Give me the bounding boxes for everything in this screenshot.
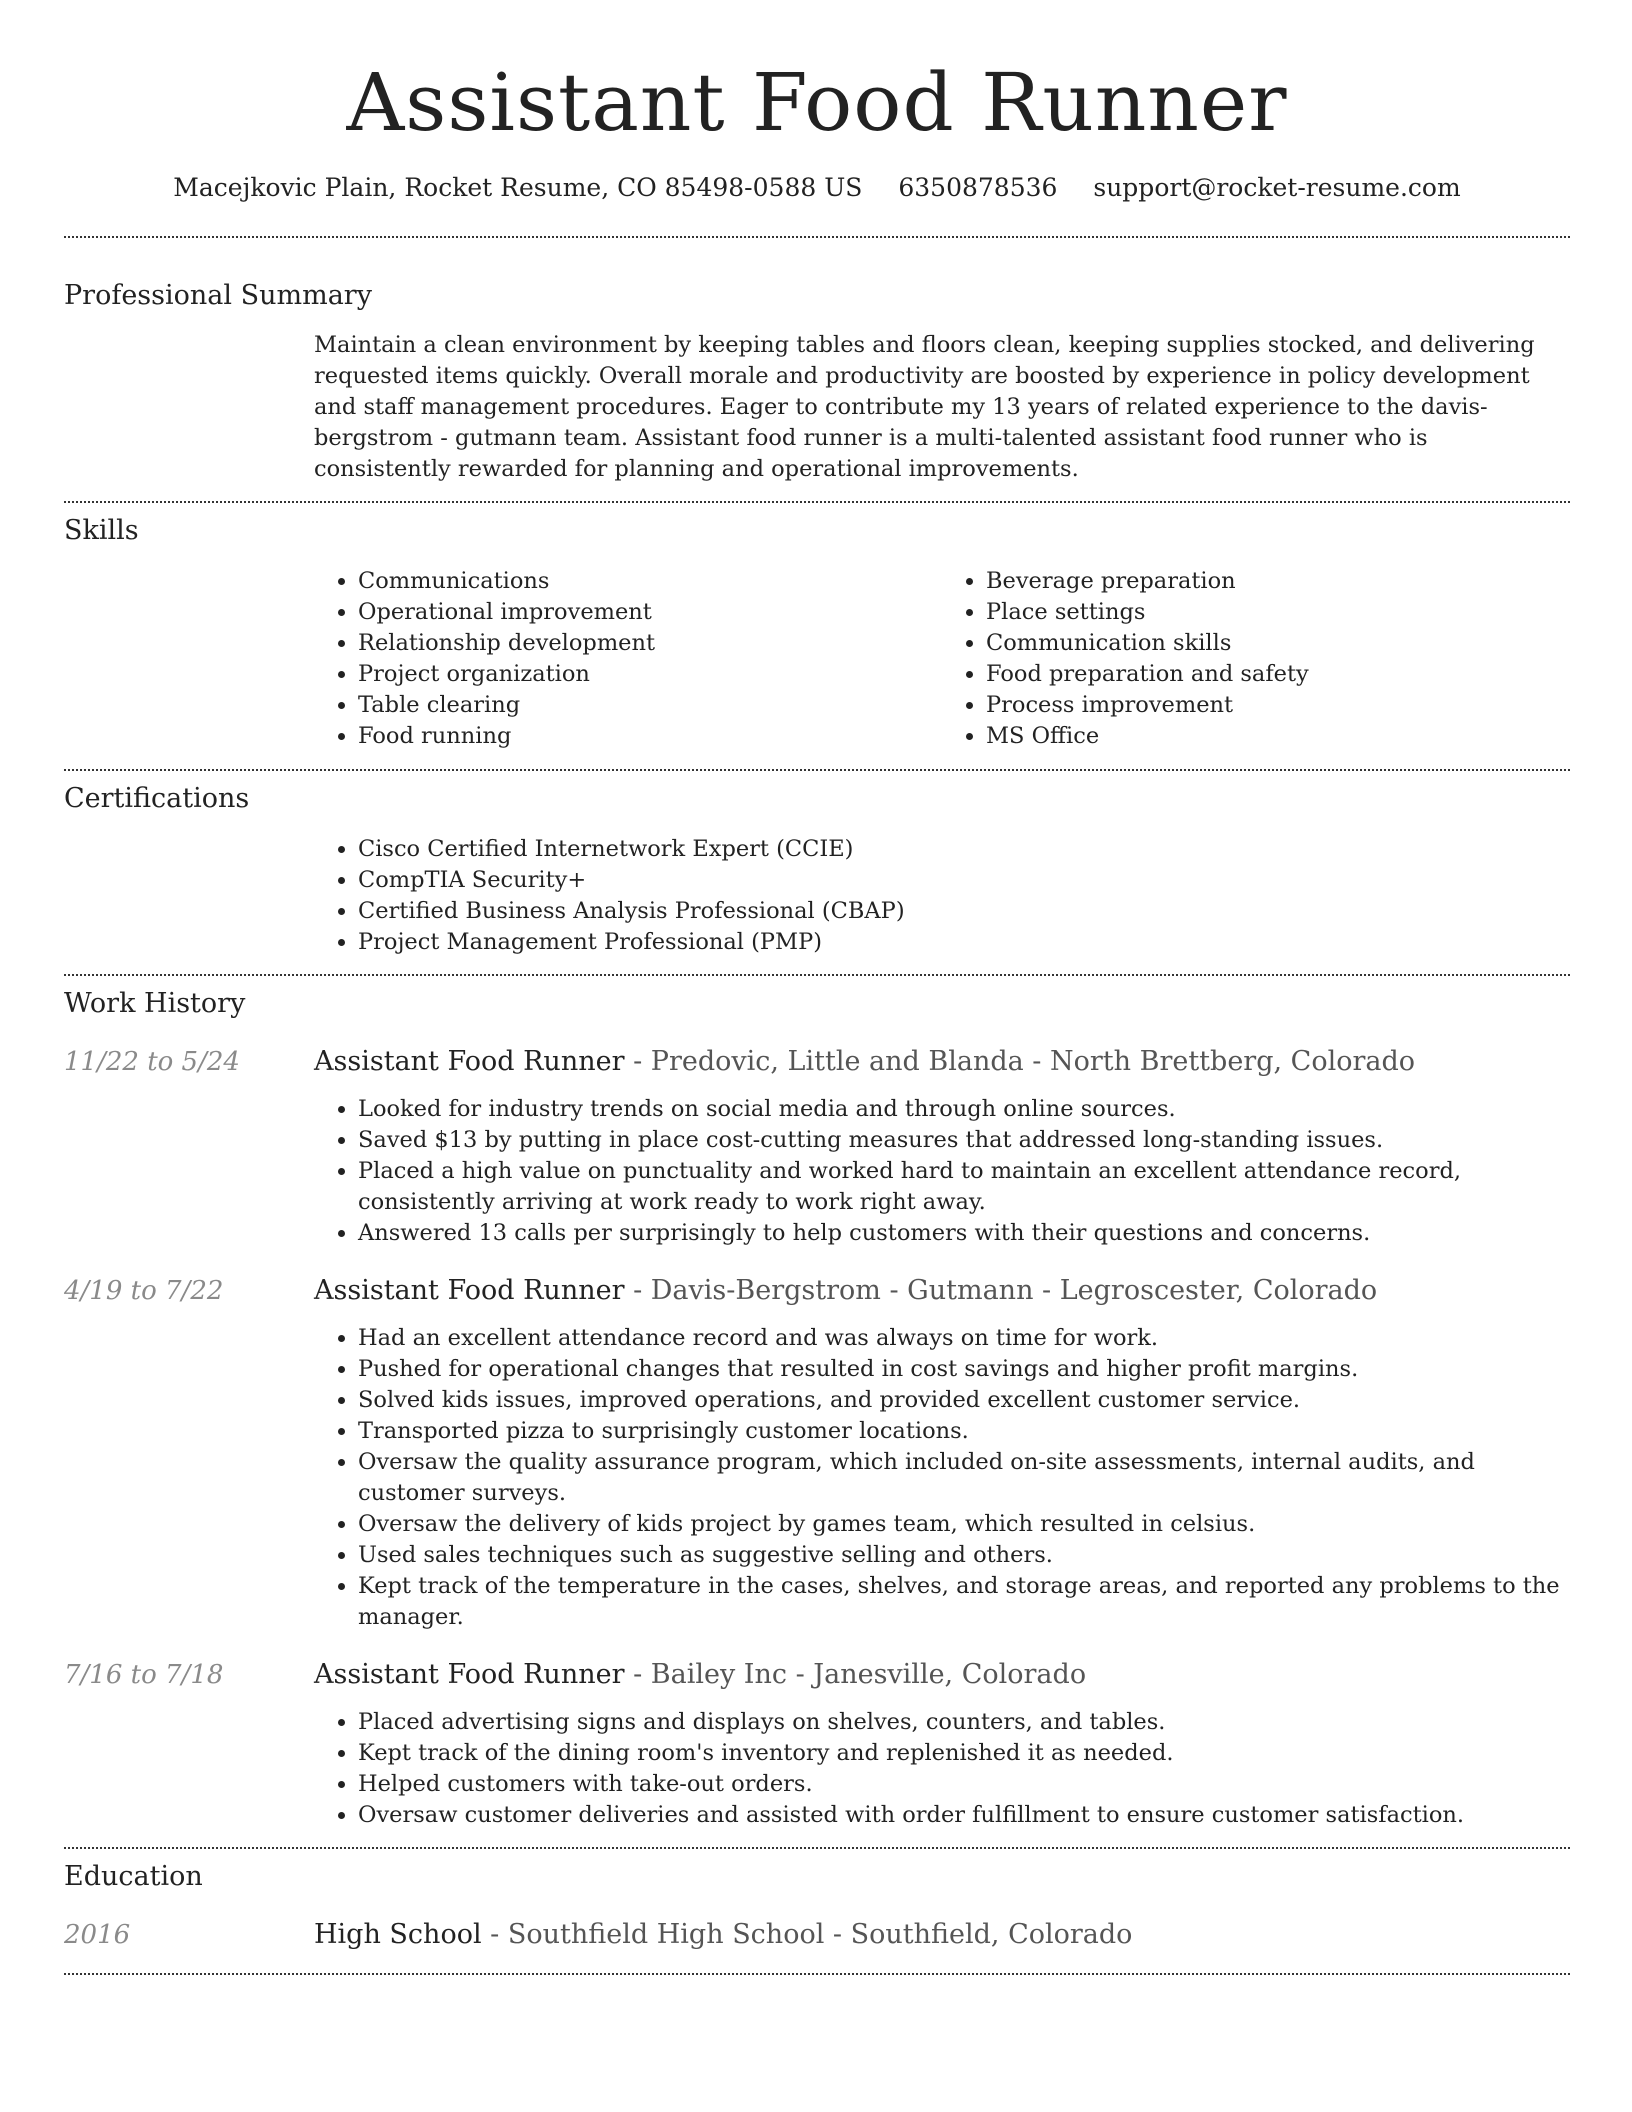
certification-item: • CompTIA Security+ [358,865,1570,896]
education-school: - Southfield High School - Southfield, Colorado [481,1919,1133,1950]
skill-item: • Place settings [986,597,1570,628]
job-entry [64,1271,1570,1633]
job-title [314,1042,1570,1082]
job-bullet: • Oversaw customer deliveries and assisted with order fulfillment to ensure customer satisfaction. [358,1800,1570,1831]
job-company-location: - Davis-Bergstrom - Gutmann - Legroscester, Colorado [624,1275,1378,1306]
job-bullet: • Placed a high value on punctuality and worked hard to maintain an excellent attendance record, consistently arriving at work ready to work right away. [358,1156,1570,1218]
summary-section [64,276,1570,485]
education-heading: Education [64,1861,203,1892]
certifications-heading: Certifications [64,783,250,814]
job-bullet: • Transported pizza to surprisingly customer locations. [358,1416,1570,1447]
job-bullet: • Kept track of the temperature in the cases, shelves, and storage areas, and reported any problems to the manager. [358,1571,1570,1633]
skill-item: • Process improvement [986,690,1570,721]
job-entry [64,1655,1570,1831]
skill-item: • Communications [358,566,942,597]
job-role: Assistant Food Runner [314,1659,625,1690]
certifications-body [314,834,1570,958]
skill-item: • Project organization [358,659,942,690]
job-bullet: • Oversaw the delivery of kids project by games team, which resulted in celsius. [358,1509,1570,1540]
certifications-section [64,779,1570,958]
contact-phone: 6350878536 [898,173,1058,202]
skill-item: • Food running [358,721,942,752]
contact-email: support@rocket-resume.com [1093,173,1461,202]
section-divider [64,1847,1570,1849]
job-bullets [314,1323,1570,1633]
job-bullet: • Helped customers with take-out orders. [358,1769,1570,1800]
job-bullet: • Saved $13 by putting in place cost-cutting measures that addressed long-standing issues. [358,1125,1570,1156]
job-bullets [314,1094,1570,1249]
skill-item: • Food preparation and safety [986,659,1570,690]
job-dates: 4/19 to 7/22 [64,1276,224,1306]
skills-list-left [314,566,942,752]
job-bullet: • Placed advertising signs and displays on shelves, counters, and tables. [358,1707,1570,1738]
job-bullets-wrap [314,1323,1570,1633]
job-title [314,1271,1570,1311]
education-section [64,1857,1570,1955]
section-divider [64,769,1570,771]
section-divider [64,974,1570,976]
work-section [64,984,1570,1831]
summary-heading: Professional Summary [64,280,372,311]
skill-item: • Beverage preparation [986,566,1570,597]
skills-list-right [942,566,1570,752]
job-entry [64,1042,1570,1249]
job-bullet: • Solved kids issues, improved operations, and provided excellent customer service. [358,1385,1570,1416]
contact-line [64,170,1570,206]
education-title [314,1915,1570,1955]
job-bullet: • Answered 13 calls per surprisingly to help customers with their questions and concerns. [358,1218,1570,1249]
job-bullets [314,1707,1570,1831]
job-role: Assistant Food Runner [314,1046,625,1077]
job-bullet: • Had an excellent attendance record and was always on time for work. [358,1323,1570,1354]
skills-grid [314,566,1570,752]
skills-heading: Skills [64,515,139,546]
summary-text: Maintain a clean environment by keeping tables and floors clean, keeping supplies stocked, and delivering requested items quickly. Overall morale and productivity are boosted by experience in policy development and staff management procedures. Eager to contribute my 13 years of related experience to the davis-bergstrom - gutmann team. Assistant food runner is a multi-talented assistant food runner who is consistently rewarded for planning and operational improvements. [314,332,1535,482]
certifications-list [314,834,1570,958]
job-bullet: • Looked for industry trends on social media and through online sources. [358,1094,1570,1125]
certification-item: • Certified Business Analysis Professional (CBAP) [358,896,1570,927]
job-dates: 7/16 to 7/18 [64,1660,224,1690]
resume-title: Assistant Food Runner [346,56,1288,149]
job-bullet: • Used sales techniques such as suggestive selling and others. [358,1540,1570,1571]
job-header [64,1271,1570,1311]
job-bullets-wrap [314,1707,1570,1831]
skill-item: • Communication skills [986,628,1570,659]
section-divider [64,1973,1570,1975]
skill-item: • MS Office [986,721,1570,752]
skill-item: • Table clearing [358,690,942,721]
education-degree: High School [314,1919,482,1950]
job-bullets-wrap [314,1094,1570,1249]
education-entry [64,1915,1570,1955]
resume-page [64,0,1570,1975]
contact-address: Macejkovic Plain, Rocket Resume, CO 85498-0588 US [173,173,863,202]
section-divider [64,236,1570,238]
job-dates: 11/22 to 5/24 [64,1047,240,1077]
job-header [64,1042,1570,1082]
job-company-location: - Predovic, Little and Blanda - North Brettberg, Colorado [624,1046,1416,1077]
work-jobs [64,1042,1570,1831]
education-date: 2016 [64,1920,131,1950]
skill-item: • Relationship development [358,628,942,659]
job-role: Assistant Food Runner [314,1275,625,1306]
job-bullet: • Pushed for operational changes that resulted in cost savings and higher profit margins. [358,1354,1570,1385]
job-title [314,1655,1570,1695]
job-bullet: • Kept track of the dining room's inventory and replenished it as needed. [358,1738,1570,1769]
job-company-location: - Bailey Inc - Janesville, Colorado [624,1659,1087,1690]
skill-item: • Operational improvement [358,597,942,628]
work-heading: Work History [64,988,246,1019]
certification-item: • Project Management Professional (PMP) [358,927,1570,958]
skills-section [64,511,1570,752]
certification-item: • Cisco Certified Internetwork Expert (CCIE) [358,834,1570,865]
section-divider [64,501,1570,503]
job-header [64,1655,1570,1695]
job-bullet: • Oversaw the quality assurance program, which included on-site assessments, internal audits, and customer surveys. [358,1447,1570,1509]
